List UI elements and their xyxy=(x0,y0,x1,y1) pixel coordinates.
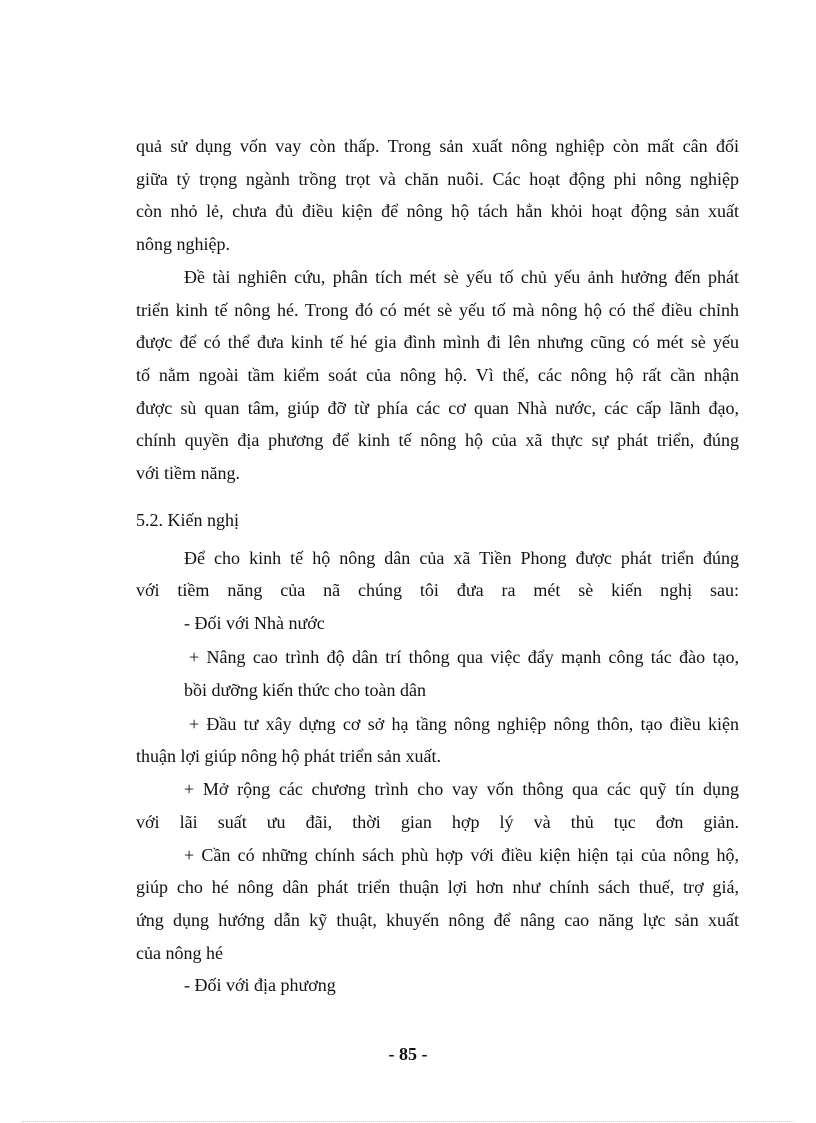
text-line: Đề tài nghiên cứu, phân tích mét sè yếu tố chủ yếu ảnh hưởng đến phát xyxy=(184,267,739,287)
text-line: triển kinh tế nông hé. Trong đó có mét sè yếu tố mà nông hộ có thể điều chỉnh xyxy=(136,300,739,320)
text-line: với tiềm năng. xyxy=(136,463,241,483)
text-line: Để cho kinh tế hộ nông dân của xã Tiền Phong được phát triển đúng xyxy=(184,548,739,568)
list-item: + Cần có những chính sách phù hợp với điều kiện hiện tại của nông hộ, xyxy=(184,845,739,865)
list-item-continuation: thuận lợi giúp nông hộ phát triển sản xuất. xyxy=(136,746,441,766)
list-item: + Mở rộng các chương trình cho vay vốn thông qua các quỹ tín dụng xyxy=(184,779,739,799)
text-line: tố nằm ngoài tầm kiểm soát của nông hộ. Vì thế, các nông hộ rất cần nhận xyxy=(136,365,739,385)
list-item-continuation: của nông hé xyxy=(136,943,223,963)
text-line: với tiềm năng của nã chúng tôi đưa ra mét sè kiến nghị sau: xyxy=(136,580,739,600)
text-line: quả sử dụng vốn vay còn thấp. Trong sản xuất nông nghiệp còn mất cân đối xyxy=(136,136,739,156)
page-number: - 85 - xyxy=(388,1044,428,1064)
text-line: chính quyền địa phương để kinh tế nông hộ của xã thực sự phát triển, đúng xyxy=(136,430,739,450)
text-line: nông nghiệp. xyxy=(136,234,230,254)
list-item-continuation: với lãi suất ưu đãi, thời gian hợp lý và thủ tục đơn giản. xyxy=(136,812,739,832)
list-item-continuation: ứng dụng hướng dẫn kỹ thuật, khuyến nông để nâng cao năng lực sản xuất xyxy=(136,910,739,930)
page-bottom-border xyxy=(22,1121,794,1122)
list-item-continuation: giúp cho hé nông dân phát triển thuận lợi hơn như chính sách thuế, trợ giá, xyxy=(136,877,739,897)
list-item: + Nâng cao trình độ dân trí thông qua việc đẩy mạnh công tác đào tạo, xyxy=(189,647,739,667)
list-item-continuation: bồi dưỡng kiến thức cho toàn dân xyxy=(184,680,426,700)
text-line: được để có thể đưa kinh tế hé gia đình mình đi lên nhưng cũng có mét sè yếu xyxy=(136,332,739,352)
subheading-local: - Đối với địa phương xyxy=(184,975,336,995)
list-item: + Đầu tư xây dựng cơ sở hạ tầng nông nghiệp nông thôn, tạo điều kiện xyxy=(189,714,739,734)
section-heading: 5.2. Kiến nghị xyxy=(136,510,239,530)
subheading-state: - Đối với Nhà nước xyxy=(184,613,325,633)
text-line: được sù quan tâm, giúp đỡ từ phía các cơ quan Nhà nước, các cấp lãnh đạo, xyxy=(136,398,739,418)
text-line: còn nhỏ lẻ, chưa đủ điều kiện để nông hộ tách hẳn khỏi hoạt động sản xuất xyxy=(136,201,739,221)
text-line: giữa tỷ trọng ngành trồng trọt và chăn nuôi. Các hoạt động phi nông nghiệp xyxy=(136,169,739,189)
